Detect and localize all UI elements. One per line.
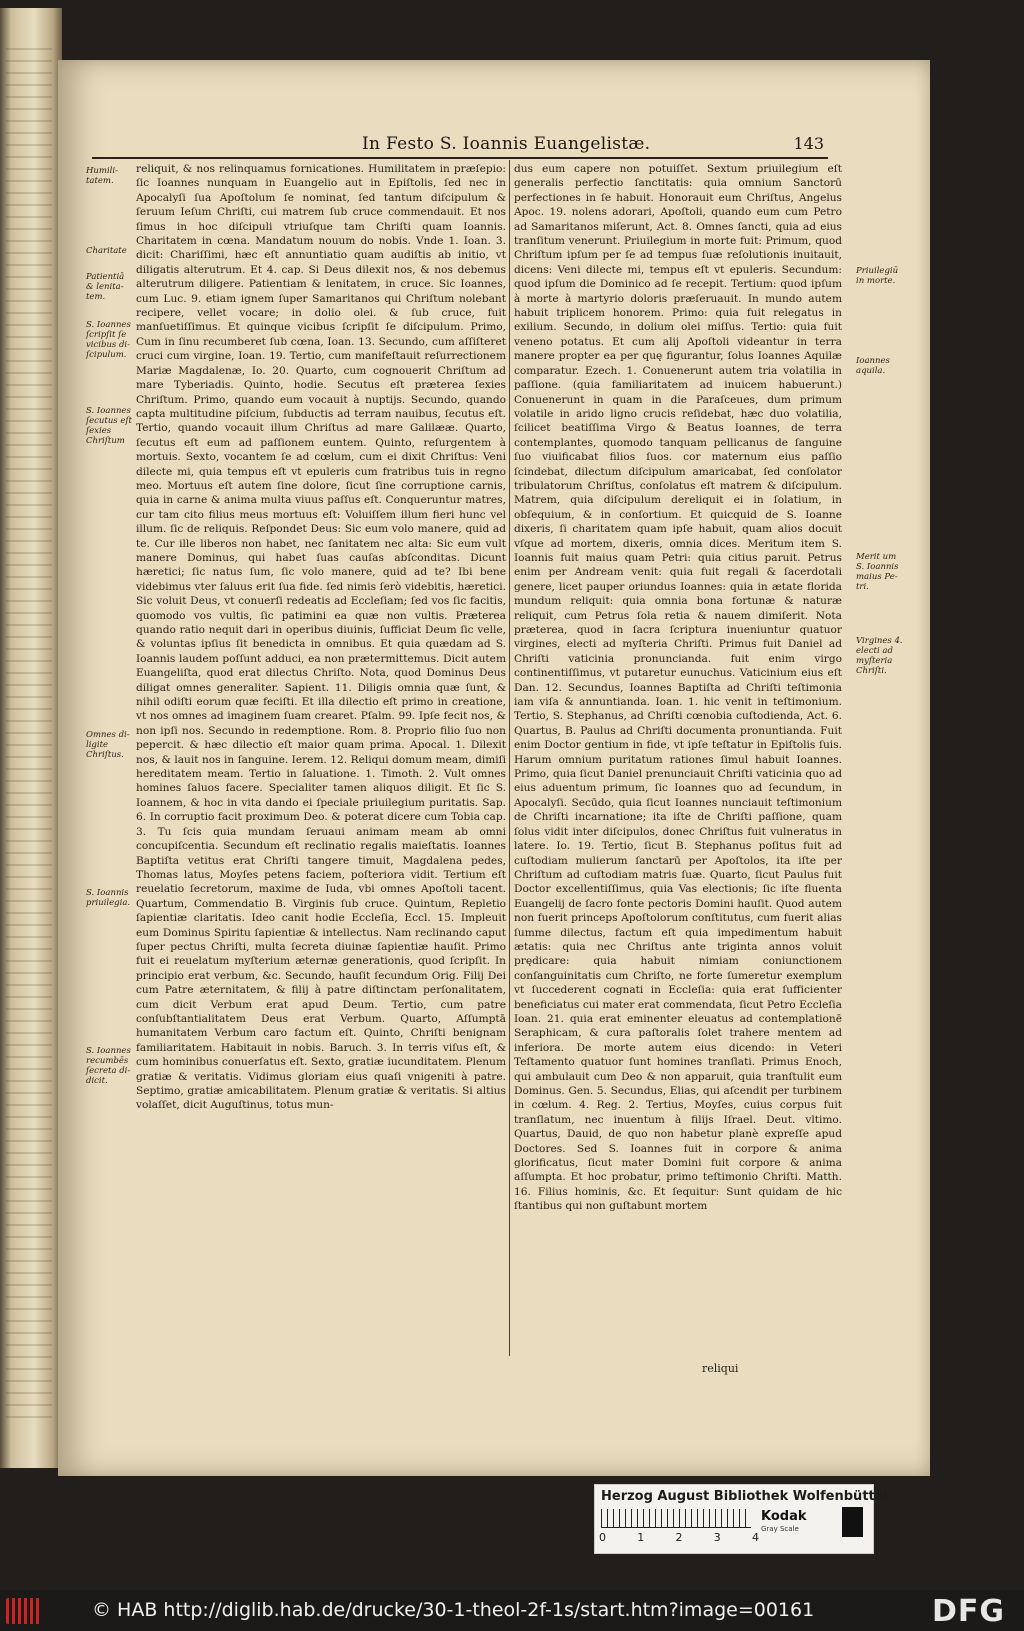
ruler-number: 3 <box>713 1531 721 1544</box>
ruler-number: 2 <box>675 1531 683 1544</box>
dfg-logo: DFG <box>932 1594 1006 1629</box>
margin-note-omnes: Omnes di-ligite Chriſtus. <box>86 730 130 760</box>
gray-patch <box>833 1507 863 1537</box>
ruler-numbers <box>599 1531 759 1544</box>
book-page-edge <box>0 8 62 1468</box>
source-url[interactable]: © HAB http://diglib.hab.de/drucke/30-1-theol-2f-1s/start.htm?image=00161 <box>92 1599 815 1621</box>
running-title: In Festo S. Ioannis Euangelistæ. <box>362 134 651 154</box>
margin-note-aquila: Ioannes aquila. <box>856 356 890 376</box>
margin-note-recumbens: S. Ioannes recumbēs ſecreta di-dicit. <box>86 1046 131 1086</box>
color-scale-card <box>594 1484 889 1554</box>
barcode-icon <box>6 1598 42 1624</box>
margin-note-patientia: Patientiā & lenita-tem. <box>86 272 125 302</box>
ruler-number: 1 <box>637 1531 645 1544</box>
text-column-right <box>514 162 842 1358</box>
margin-note-charitate: Charitate <box>86 246 127 256</box>
ruler-number: 4 <box>752 1531 759 1544</box>
margin-note-priuilegia: S. Ioannis priuilegia. <box>86 888 131 908</box>
margin-note-priuilegium-morte: Priuilegiū in morte. <box>856 266 899 286</box>
running-head <box>94 134 824 156</box>
catchword: reliqui <box>702 1362 739 1375</box>
gray-scale-label: Gray Scale <box>761 1525 799 1533</box>
page-edge-lines <box>6 48 52 1428</box>
left-column-text: reliquit, & nos relinquamus fornicationes. Humilitatem in præſepio: ſic Ioannes nunquam in Euangelio aut in Epiſtolis, ſed nec in Apocalyſi ſua Apoſtolum ſe nominat, ſed tantum diſcipulum & ſeruum Ieſum Chriſti, cui matrem ſub cruce commendauit. Et nos ſimus in hoc diſcipuli vtriuſque tam Chriſti quam Ioannis. Charitatem in cœna. Mandatum nouum do nobis. Vnde 1. Ioan. 3. dicit: Chariſſimi, hæc eſt annuntiatio quam audiſtis ab initio, vt diligatis alterutrum. Et 4. cap. Si Deus dilexit nos, & nos debemus alterutrum diligere. Patientiam & lenitatem, in cruce. Sic Ioannes, cum Luc. 9. etiam ignem ſuper Samaritanos qui Chriſtum nolebant recipere, vellet vocare; in dolio olei. & ſub cruce, fuit manſuetiſſimus. Et quinque vicibus ſcripſit ſe diſcipulum. Primo, Cum in ſinu recumberet ſub cœna, Ioan. 13. Secundo, cum aſſiſteret cruci cum virgine, Ioan. 19. Tertio, cum manifeſtauit reſurrectionem Mariæ Magdalenæ, Io. 20. Quarto, cum cognouerit Chriſtum ad mare Tyberiadis. Quinto, hodie. Secutus eſt præterea ſexies Chriſtum. Primo, quando eum vocauit à nuptijs. Secundo, quando capta multitudine piſcium, ſubductis ad terram nauibus, ſecutus eſt. Tertio, quando vocauit illum Chriſtus ad mare Galilææ. Quarto, ſecutus eſt eum ad paſſionem euntem. Quinto, reſurgentem à mortuis. Sexto, vocantem ſe ad cœlum, cum ei dixit Chriſtus: Veni dilecte mi, quia tempus eſt vt epuleris cum fratribus tuis in regno meo. Mortuus eſt autem ſine dolore, ſicut ſine corruptione carnis, quia in carne & anima multa viuus paſſus eſt. Conqueruntur matres, cur tam cito filius meus mortuus eſt: Voluiſſem illum fieri hunc vel illum. ſic de reliquis. Reſpondet Deus: Sic eum volo manere, quid ad te. Cur ille liberos non habet, nec ſanitatem nec alta: Sic eum vult manere Dominus, qui habet ſuas cauſas abſconditas. Dicunt hæretici; ſic natus ſum, ſic volo manere, quid ad te? Ibi bene videbimus vter ſaluus erit ſua fide. ſed nimis ſerò videbitis, hæretici. Sic voluit Deus, vt conuerſi redeatis ad Eccleſiam; ſed vos ſic facitis, quomodo vos vultis, ſic patimini ea quæ non vultis. Præterea quando ratio nequit dari in operibus diuinis, ſufficiat Deum ſic velle, & voluntas ipſius ſit benedicta in omnibus. Et quia quædam ad S. Ioannis laudem poſſunt adduci, ea non prætermittemus. Dicit autem Euangeliſta, quod erat dilectus Chriſto. Nota, quod Dominus Deus diligat omnes generaliter. Sapient. 11. Diligis omnia quæ ſunt, & nihil odiſti eorum quæ feciſti. Et illa dilectio eſt primo in creatione, vt nos omnes ad imaginem ſuam crearet. Pſalm. 99. Ipſe fecit nos, & non ipſi nos. Secundo in redemptione. Rom. 8. Proprio filio ſuo non pepercit. & hæc dilectio eſt maior quam prima. Apocal. 1. Dilexit nos, & lauit nos in ſanguine. Ierem. 12. Reliqui domum meam, dimiſi hereditatem meam. Tertio in ſaluatione. 1. Timoth. 2. Vult omnes homines ſaluos facere. Specialiter tamen aliquos diligit. Et ſic S. Ioannem, & hoc in vita dando ei ſpeciale priuilegium puritatis. Sap. 6. In corruptio facit proximum Deo. & poterat dicere cum Tobia cap. 3. Tu ſcis quia mundam ſeruaui animam meam ab omni concupiſcentia. Secundum eſt reclinatio regalis maieſtatis. Ioannes Baptiſta vetitus erat Chriſti tangere timuit, Magdalena pedes, Thomas latus, Moyſes petens faciem, poſteriora vidit. Tertium eſt reuelatio ſecretorum, maxime de Iuda, vbi omnes Apoſtoli tacent. Quartum, Commendatio B. Virginis ſub cruce. Quintum, Repletio ſapientiæ claritatis. Ideo canit hodie Eccleſia, Eccl. 15. Impleuit eum Dominus Spiritu ſapientiæ & intellectus. Nam reclinando caput ſuper pectus Chriſti, multa ſecreta diuinæ ſapientiæ hauſit. Primo fuit ei reuelatum myſterium æternæ generationis, quod ſcripſit. In principio erat verbum, &c. Secundo, hauſit ſecundum Orig. Filij Dei cum Patre æternitatem, & filij à patre diſtinctam perſonalitatem, cum dicit Verbum erat apud Deum. Tertio, cum patre conſubſtantialitatem Deus erat Verbum. Quarto, Aſſumptā humanitatem Verbum caro factum eſt. Quinto, Chriſti benignam familiaritatem. Habitauit in nobis. Baruch. 3. In terris viſus eſt, & cum hominibus conuerſatus eſt. Sexto, gratiæ iucunditatem. Plenum gratiæ & veritatis. Vidimus gloriam eius quaſi vnigeniti à patre. Septimo, gratiæ amicabilitatem. Plenum gratiæ & veritatis. Si altius volaſſet, dicit Auguſtinus, totus mun- <box>136 163 506 1112</box>
library-label: Herzog August Bibliothek Wolfenbüttel <box>601 1489 889 1504</box>
column-rule <box>509 160 510 1356</box>
right-column-text: dus eum capere non potuiſſet. Sextum priuilegium eſt generalis perfectio ſanctitatis: quia omnium Sanctorū perfectiones in ſe habuit. Honorauit eum Chriſtus, Angelus Apoc. 19. nolens adorari, Apoſtoli, quando eum cum Petro ad Samaritanos miſerunt, Act. 8. Omnes ſancti, quia ad eius tranſitum venerunt. Priuilegium in morte fuit: Primum, quod Chriſtum ipſum per ſe ad tempus ſuæ reſolutionis inuitauit, dicens: Veni dilecte mi, tempus eſt vt epuleris. Secundum: quod ipſum die Dominico ad ſe recepit. Tertium: quod ipſum à morte à martyrio doloris præſeruauit. In mundo autem habuit triplicem honorem. Primo: quia fuit relegatus in exilium. Secundo, in dolium olei miſſus. Tertio: quia fuit veneno potatus. Et cum alij Apoſtoli videantur in terra manere propter ea per quę figurantur, ſolus Ioannes Aquilæ comparatur. Ezech. 1. Conuenerunt autem tria volatilia in paſſione. (quia familiaritatem ad inuicem habuerunt.) Conuenerunt in quam in die Paraſceues, dum primum volatile in arido ligno crucis reſidebat, hæc duo volatilia, ſcilicet beatiſſima Virgo & Beatus Ioannes, de terra contemplantes, quomodo tanquam pellicanus de ſanguine ſuo viuificabat filios ſuos. cor maternum eius paſſio ſcindebat, dilectum diſcipulum amaricabat, ſed conſolator tribulatorum Chriſtus, conſolatus eſt matrem & diſcipulum. Matrem, quia diſcipulum dereliquit ei in ſolatium, in obſequium, & in conſortium. Et quicquid de S. Ioanne dixeris, ſi charitatem quam ipſe habuit, quam alios docuit vſque ad mortem, dixeris, omnia dices. Meritum item S. Ioannis fuit maius quam Petri: quia citius paruit. Petrus enim per Andream venit: quia fuit regali & ſacerdotali genere, licet pauper oriundus Ioannes: quia in ætate florida mundum reliquit: quia omnia bona fortunæ & naturæ reliquit, cum Petrus ſola retia & nauem dimiſerit. Nota præterea, quod in ſacra ſcriptura inueniuntur quatuor virgines, electi ad myſteria Chriſti. Primus fuit Daniel ad Chriſti vaticinia pronuncianda. fuit enim virgo continentiſſimus, vt putaretur eunuchus. Vaticinium eius eſt Dan. 12. Secundus, Ioannes Baptiſta ad Chriſti teſtimonia iam viſa & annuntianda. Ioan. 1. hic venit in teſtimonium. Tertio, S. Stephanus, ad Chriſti cœnobia cuſtodienda, Act. 6. Quartus, B. Paulus ad Chriſti documenta pronuntianda. Fuit enim Doctor gentium in fide, vt ipſe teſtatur in Epiſtolis ſuis. Harum omnium puritatum rationes ſimul habuit Ioannes. Primo, quia ſicut Daniel prenunciauit Chriſti vaticinia quo ad eius aduentum primum, ſic Ioannes quo ad ſecundum, in Apocalyſi. Secūdo, quia ſicut Ioannes nunciauit teſtimonium de Chriſti incarnatione; ita iſte de Chriſti paſſione, quam ſolus vidit inter diſcipulos, donec Chriſtus fuit vulneratus in latere. Io. 19. Tertio, ſicut B. Stephanus poſitus fuit ad cuſtodiam mulierum ſanctarū per Apoſtolos, ita iſte per Chriſtum ad cuſtodiam matris ſuæ. Quarto, ſicut Paulus fuit Doctor excellentiſſimus, quia Vas electionis; ſic iſte fluenta Euangelij de ſacro fonte pectoris Domini hauſit. Quod autem non fuerit princeps Apoſtolorum conſtitutus, cum fuerit alias ſumme dilectus, factum eſt quia impedimentum habuit ætatis: quia nec Chriſtus ante triginta annos voluit prędicare: quia habuit nimiam coniunctionem conſanguinitatis cum Chriſto, ne forte ſumeretur exemplum vt ſuccederent cognati in Eccleſia: quia erat ſufficienter beneficiatus cui mater erat commendata, ſicut Petro Eccleſia Ioan. 21. quia erat eminenter eleuatus ad contemplationē Seraphicam, & cura paſtoralis ſolet trahere mentem ad inferiora. De morte autem eius dicendo: in Veteri Teſtamento quatuor ſunt homines tranſlati. Primus Enoch, qui ambulauit cum Deo & non apparuit, quia tranſtulit eum Dominus. Gen. 5. Secundus, Elias, qui aſcendit per turbinem in cœlum. 4. Reg. 2. Tertius, Moyſes, cuius corpus fuit tranſlatum, nec inuentum à filijs Iſrael. Deut. vltimo. Quartus, Dauid, de quo non habetur planè expreſſe apud Doctores. Sed S. Ioannes fuit in corpore & anima glorificatus, ſicut mater Domini fuit corpore & anima aſſumpta. Et hoc probatur, primo teſtimonio Chriſti. Matth. 16. Filius hominis, &c. Et ſequitur: Sunt quidam de hic ſtantibus qui non guſtabunt mortem <box>514 163 842 1213</box>
margin-note-virgines: Virgines 4. electi ad myſteria Chriſti. <box>856 636 903 676</box>
text-column-left <box>136 162 506 1358</box>
margin-note-discipulum: S. Ioannes ſcripſit ſe vicibus di-ſcipulum. <box>86 320 131 360</box>
margin-note-meritum: Merit um S. Ioannis maius Pe-tri. <box>856 552 899 592</box>
margin-note-humilitatem: Humili-tatem. <box>86 166 118 186</box>
book-page <box>58 60 930 1476</box>
ruler-number: 0 <box>599 1531 606 1544</box>
page-number: 143 <box>793 134 824 153</box>
footer-bar <box>0 1590 1024 1631</box>
scale-ruler <box>601 1509 751 1528</box>
kodak-brand: Kodak <box>761 1509 807 1524</box>
margin-note-secutus: S. Ioannes ſecutus eſt ſexies Chriſtum <box>86 406 132 446</box>
head-rule <box>92 157 828 159</box>
